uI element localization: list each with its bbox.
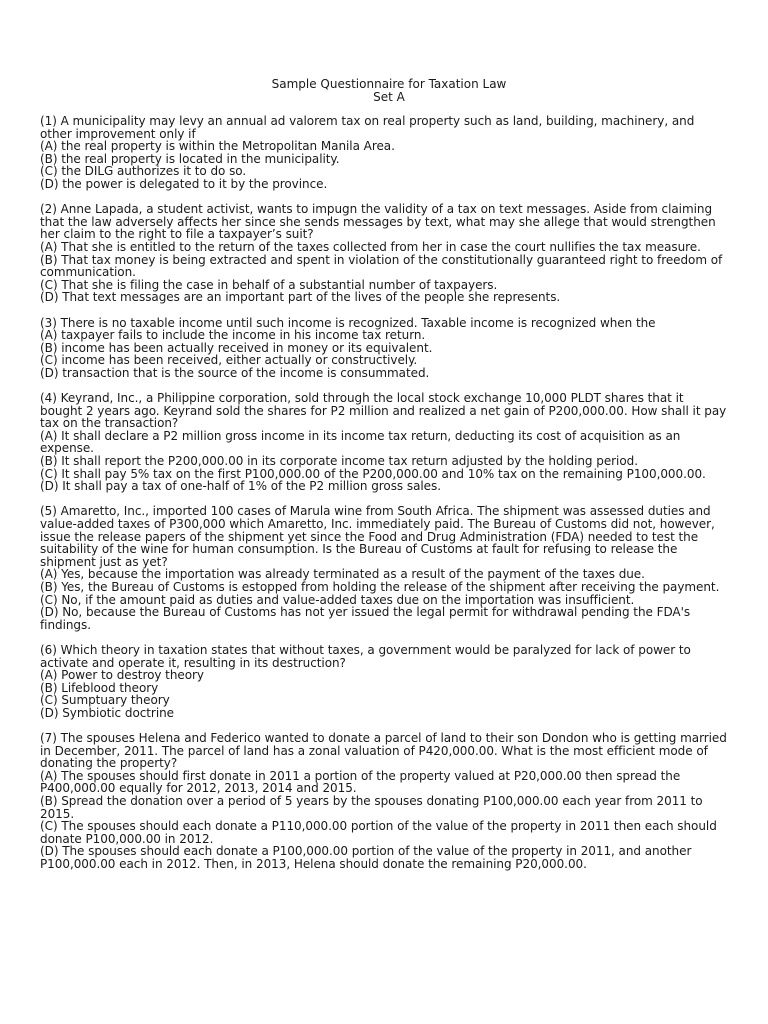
question-2 <box>40 203 728 304</box>
option-a: (A) Yes, because the importation was already terminated as a result of the payment of the taxes due. <box>40 567 645 582</box>
question-stem: (6) Which theory in taxation states that without taxes, a government would be paralyzed for lack of power to activate and operate it, resulting in its destruction? <box>40 642 691 670</box>
option-d: (D) No, because the Bureau of Customs has not yer issued the legal permit for withdrawal pending the FDA's findings. <box>40 605 691 632</box>
option-b: (B) Lifeblood theory <box>40 680 159 695</box>
question-6 <box>40 644 728 720</box>
option-b: (B) income has been actually received in money or its equivalent. <box>40 340 433 355</box>
question-5 <box>40 505 728 631</box>
option-d: (D) transaction that is the source of the income is consummated. <box>40 365 430 380</box>
question-stem: (1) A municipality may levy an annual ad valorem tax on real property such as land, building, machinery, and other improvement only if <box>40 114 695 141</box>
question-stem: (3) There is no taxable income until such income is recognized. Taxable income is recognized when the <box>40 315 656 330</box>
document-page <box>40 78 728 883</box>
option-b: (B) That tax money is being extracted and spent in violation of the constitutionally guaranteed right to freedom of communication. <box>40 252 723 280</box>
question-7 <box>40 732 728 871</box>
document-title: Sample Questionnaire for Taxation Law <box>271 77 507 91</box>
option-c: (C) the DILG authorizes it to do so. <box>40 164 247 179</box>
option-c: (C) Sumptuary theory <box>40 693 170 708</box>
question-stem: (5) Amaretto, Inc., imported 100 cases of Marula wine from South Africa. The shipment was assessed duties and value-added taxes of P300,000 which Amaretto, Inc. immediately paid. The Bureau of Customs did not, however, issue the release papers of the shipment yet since the Food and Drug Administration (FDA) needed to test the suitability of the wine for human consumption. Is the Bureau of Customs at fault for refusing to release the shipment just as yet? <box>40 504 715 569</box>
option-b: (B) It shall report the P200,000.00 in its corporate income tax return adjusted by the holding period. <box>40 454 638 469</box>
option-a: (A) the real property is within the Metropolitan Manila Area. <box>40 139 395 154</box>
option-d: (D) The spouses should each donate a P100,000.00 portion of the value of the property in 2011, and another P100,000.00 each in 2012. Then, in 2013, Helena should donate the remaining P20,000.00. <box>40 844 692 872</box>
option-b: (B) Spread the donation over a period of 5 years by the spouses donating P100,000.00 each year from 2011 to 2015. <box>40 794 703 821</box>
question-stem: (2) Anne Lapada, a student activist, wants to impugn the validity of a tax on text messages. Aside from claiming that the law adversely affects her since she sends messages by text, what may she allege that would strengthen her claim to the right to file a taxpayer’s suit? <box>40 202 716 242</box>
option-c: (C) No, if the amount paid as duties and value-added taxes due on the importation was insufficient. <box>40 592 635 607</box>
option-b: (B) Yes, the Bureau of Customs is estopped from holding the release of the shipment after receiving the payment. <box>40 579 720 594</box>
question-4 <box>40 392 728 493</box>
option-c: (C) That she is filing the case in behalf of a substantial number of taxpayers. <box>40 277 498 292</box>
option-c: (C) It shall pay 5% tax on the first P100,000.00 of the P200,000.00 and 10% tax on the remaining P100,000.00. <box>40 466 706 481</box>
option-b: (B) the real property is located in the municipality. <box>40 151 340 166</box>
question-1 <box>40 115 728 191</box>
option-d: (D) That text messages are an important part of the lives of the people she represents. <box>40 290 561 305</box>
option-d: (D) Symbiotic doctrine <box>40 705 174 720</box>
option-a: (A) Power to destroy theory <box>40 668 204 683</box>
option-a: (A) taxpayer fails to include the income in his income tax return. <box>40 328 426 343</box>
option-c: (C) The spouses should each donate a P110,000.00 portion of the value of the property in 2011 then each should donate P100,000.00 in 2012. <box>40 819 717 846</box>
document-subtitle: Set A <box>373 90 405 104</box>
question-stem: (4) Keyrand, Inc., a Philippine corporation, sold through the local stock exchange 10,000 PLDT shares that it bought 2 years ago. Keyrand sold the shares for P2 million and realized a net gain of P200,000.00. How shall it pay tax on the transaction? <box>40 391 727 431</box>
question-stem: (7) The spouses Helena and Federico wanted to donate a parcel of land to their son Dondon who is getting married in December, 2011. The parcel of land has a zonal valuation of P420,000.00. What is the most efficient mode of donating the property? <box>40 731 727 771</box>
option-d: (D) It shall pay a tax of one-half of 1% of the P2 million gross sales. <box>40 479 441 494</box>
question-3 <box>40 317 728 380</box>
option-a: (A) That she is entitled to the return of the taxes collected from her in case the court nullifies the tax measure. <box>40 239 701 254</box>
option-c: (C) income has been received, either actually or constructively. <box>40 353 418 368</box>
option-a: (A) The spouses should first donate in 2011 a portion of the property valued at P20,000.00 then spread the P400,000.00 equally for 2012, 2013, 2014 and 2015. <box>40 768 681 796</box>
option-d: (D) the power is delegated to it by the province. <box>40 176 328 191</box>
option-a: (A) It shall declare a P2 million gross income in its income tax return, deducting its cost of acquisition as an expense. <box>40 428 681 456</box>
document-header <box>40 78 728 104</box>
